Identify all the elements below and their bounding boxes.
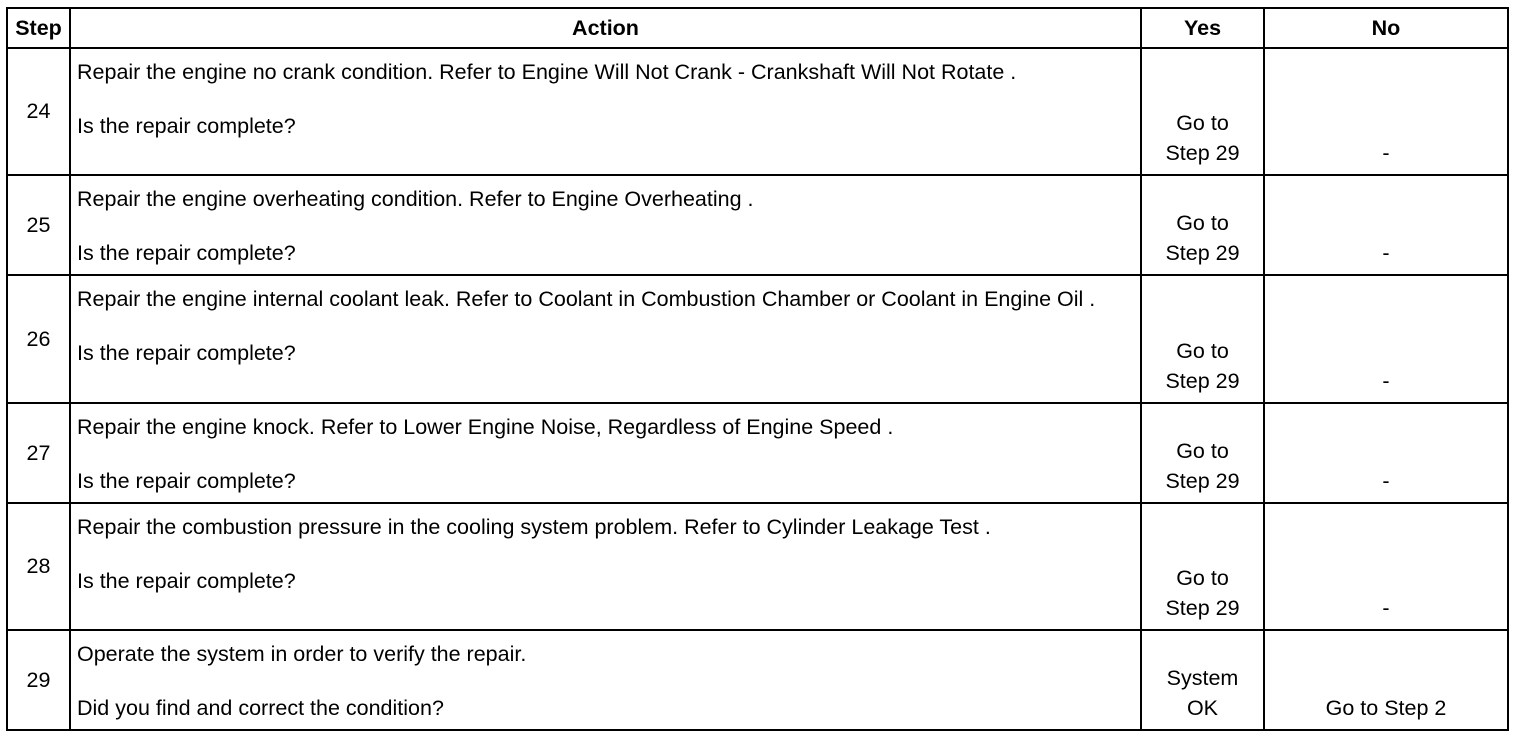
- action-text: Operate the system in order to verify the repair.: [77, 642, 527, 666]
- header-step: Step: [7, 8, 70, 48]
- table-row: [7, 275, 1508, 403]
- no-value: -: [1382, 141, 1390, 165]
- header-no: No: [1264, 8, 1508, 48]
- action-text: Repair the engine internal coolant leak. Refer to Coolant in Combustion Chamber or Coolant in Engine Oil .: [77, 287, 1096, 311]
- question-text: Did you find and correct the condition?: [77, 696, 444, 720]
- question-text: Is the repair complete?: [77, 469, 296, 493]
- yes-link-line2[interactable]: Step 29: [1165, 469, 1240, 493]
- action-cell: [70, 503, 1141, 630]
- no-cell: [1264, 275, 1508, 403]
- yes-cell: [1141, 175, 1264, 275]
- yes-link-line2[interactable]: Step 29: [1165, 241, 1240, 265]
- header-yes: Yes: [1141, 8, 1264, 48]
- action-text: Repair the engine overheating condition. Refer to Engine Overheating .: [77, 187, 754, 211]
- yes-link-line2[interactable]: Step 29: [1165, 369, 1240, 393]
- action-text: Repair the engine no crank condition. Refer to Engine Will Not Crank - Crankshaft Will Not Rotate .: [77, 60, 1017, 84]
- yes-link-line1[interactable]: Go to: [1176, 439, 1229, 463]
- header-row: [7, 8, 1508, 48]
- action-text: Repair the combustion pressure in the cooling system problem. Refer to Cylinder Leakage Test .: [77, 515, 991, 539]
- no-link[interactable]: Go to Step 2: [1325, 696, 1447, 720]
- table-row: [7, 503, 1508, 630]
- yes-cell: [1141, 275, 1264, 403]
- table-row: [7, 48, 1508, 175]
- table-row: [7, 403, 1508, 503]
- yes-cell: [1141, 403, 1264, 503]
- step-number: 25: [7, 175, 70, 275]
- header-action: Action: [70, 8, 1141, 48]
- action-cell: [70, 275, 1141, 403]
- yes-link-line2[interactable]: Step 29: [1165, 596, 1240, 620]
- yes-link-line2[interactable]: Step 29: [1165, 141, 1240, 165]
- no-value: -: [1382, 469, 1390, 493]
- question-text: Is the repair complete?: [77, 114, 296, 138]
- table-row: [7, 175, 1508, 275]
- yes-link-line1[interactable]: Go to: [1176, 211, 1229, 235]
- no-value: -: [1382, 369, 1390, 393]
- question-text: Is the repair complete?: [77, 569, 296, 593]
- diagnostic-table: [6, 7, 1509, 731]
- step-number: 27: [7, 403, 70, 503]
- no-value: -: [1382, 596, 1390, 620]
- no-cell: [1264, 630, 1508, 730]
- action-cell: [70, 48, 1141, 175]
- no-value: -: [1382, 241, 1390, 265]
- yes-link-line1[interactable]: Go to: [1176, 566, 1229, 590]
- yes-cell: [1141, 630, 1264, 730]
- yes-cell: [1141, 503, 1264, 630]
- yes-link-line1[interactable]: Go to: [1176, 339, 1229, 363]
- no-cell: [1264, 503, 1508, 630]
- step-number: 26: [7, 275, 70, 403]
- table-row: [7, 630, 1508, 730]
- action-cell: [70, 630, 1141, 730]
- yes-value-line2: OK: [1186, 696, 1219, 720]
- yes-cell: [1141, 48, 1264, 175]
- question-text: Is the repair complete?: [77, 241, 296, 265]
- step-number: 29: [7, 630, 70, 730]
- action-cell: [70, 403, 1141, 503]
- yes-link-line1[interactable]: Go to: [1176, 111, 1229, 135]
- step-number: 28: [7, 503, 70, 630]
- yes-value-line1: System: [1166, 666, 1239, 690]
- no-cell: [1264, 403, 1508, 503]
- action-cell: [70, 175, 1141, 275]
- question-text: Is the repair complete?: [77, 341, 296, 365]
- step-number: 24: [7, 48, 70, 175]
- no-cell: [1264, 175, 1508, 275]
- no-cell: [1264, 48, 1508, 175]
- action-text: Repair the engine knock. Refer to Lower Engine Noise, Regardless of Engine Speed .: [77, 415, 894, 439]
